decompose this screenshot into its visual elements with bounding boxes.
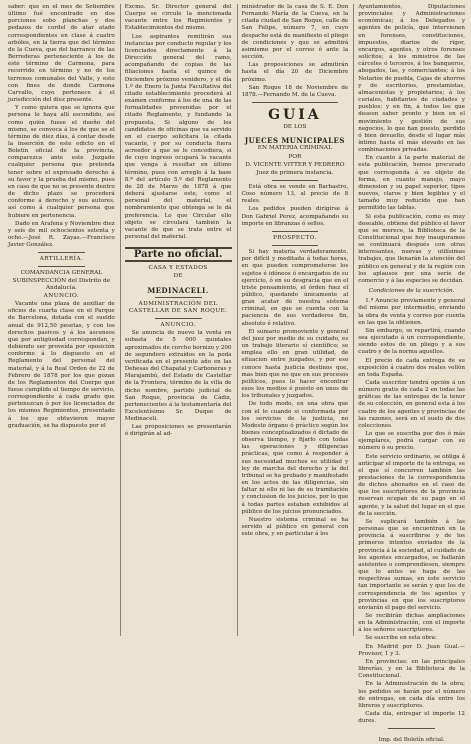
notice-heading: ANUNCIO. — [43, 292, 80, 299]
signature-paragraph: Dado en Arafena y Noviembre diez y seis de mil ochocientos setenta y ocho.—José R. Zayas.—Francisco Javier González. — [8, 220, 115, 249]
paragraph: En provincias: en las principales librerías, y en la Biblioteca de la Constitucional. — [358, 658, 465, 680]
paragraph: En Madrid por D. Juan Gual.—Provisor, 1 y 3. — [358, 643, 465, 657]
paragraph: Lo que se suscriba por dos ó más ejemplares, podrá cargar con su número ó su precio. — [358, 431, 465, 452]
column-4 — [353, 4, 465, 744]
signature-paragraph: San Roque 18 de Noviembre de 1878.—Fernando M. de la Cueva. — [241, 84, 349, 98]
divider — [272, 245, 319, 246]
conditions-heading: Condiciones de la suscrición. — [368, 288, 455, 295]
section-subheading: ADMINISTRACIÓN DEL CASTELLAR DE SAN ROQUE. — [128, 300, 228, 314]
paragraph: Se anuncia de nuevo la venta en subasta de 5 000 quintales aproximados de corcho bornizo y 200 de segundero extraídos en la poda verificada en el presente año en las Dehesas del Chapatal y Carboneras y Marajambú, del Estado de Castellar de la Frontera, término de la villa de dicho nombre, partido judicial de San Roque, provincia de Cádiz, pertenecientes á la testamentaría del Excelentísimo Sr. Duque de Medinaceli. — [124, 330, 232, 423]
paragraph: saber: que en el mes de Setiembre último fué encontrado en dos porciones sobo planchas y dos pedazos de cordel de atar atado correspondientes en clase á cuatro arbóles, en la tierra que del término de la Cueva, que del barranco de las Berrederas perteneciente á los de este término de Carmona, para recorrido en término y no de los terrenos comunales del Valle, y esto con fines de donde Carmona Carvallo, cuyo pertenece á el jurisdicción del diez presente. — [8, 4, 115, 104]
paragraph: Se suscribe en esta obra: — [365, 635, 437, 642]
divider — [38, 252, 85, 253]
paragraph: Las proposiciones se presentarán ó dirigirán al ad- — [124, 424, 232, 438]
section-subheading: COMANDANCIA GENERAL SUBINSPECCIÓN del Distrito de Andalucía. — [12, 270, 111, 291]
paragraph: Los aspirantes remitirán sus instancias por conducto regular y los licenciados directamente á la Dirección general del ramo, acompañando de copias de las filiaciones hasta el quince de Diciembre próximo venidero, y el día 1.º de Enero la Junta Facultativa del citado establecimiento procederá al exámen conforme á los de una de las formalidades prevenidas por el citado Reglamento, y fundando la propuesta, Si alguno de los candidatos de oficinas que va servido en el cuerpo solicitara la citada vacante, y por su conducta fuera acreedor á que se le concediera, si de cuyo ingreso ocupará la vacante que venga á resultar en último término, pues con arreglo á la base 8.ª del artículo 5.º del Reglamento de 28 de Marzo de 1878 á que deberá ajustarse este, como el personal del material, el nombramiento que obtenga se le dá preferencia. Lo que Circular ello objeto se circulará también la vacante de que se trata entre el personal del material. — [124, 33, 232, 240]
paragraph: El precio de cada entrega de su exposición á cuatro dos reales vellón en toda España. — [358, 357, 465, 378]
section-title-box: Parte no oficial. — [125, 247, 232, 262]
divider — [388, 728, 435, 729]
prospectus-heading: PROSPECTO. — [273, 234, 317, 241]
column-1 — [8, 4, 115, 636]
book-title: GUIA — [268, 107, 322, 124]
section-heading: CASA Y ESTADOS — [148, 265, 208, 272]
divider — [38, 266, 85, 267]
paragraph: Los pedidos pueden dirigirse á Don Gabriel Perez, acompañando su importe en libranzas ó sellos. — [241, 206, 349, 227]
paragraph: Cada dia, entregar el importe 12 dures. — [358, 711, 465, 725]
book-author-role: Juez de primera instancia. — [256, 169, 334, 176]
paragraph: En la Administración de la obra; los pedidos se harán por el número de entregas, en cada día entre los libreros y suscriptores. — [358, 681, 465, 709]
paragraph: De todo modo, en una obra que con el lo cuando si conformada por los servicios de la justicia, no Modesto órgano ó práctico según los bienes conceptualizados ó dictado de observa tiempo, y fijarlo con todas las operaciones y diligencias prácticas, que como á responder á sus necesidad muchos su utilidad y ley de marcha del derecho y la del tribunal se ha probado y manifestado en los actos de las diligencias, sin faltar ni ello ni las de su tramitación y conclusion de los juicios, por lo que á todas partes estaban exhibidos al público de los juicios pronunciados. — [241, 401, 349, 515]
paragraph: Excmo. Sr. Director general del Cuerpo se circule la mencionada vacante entre los Regimientos y Establecimientos del mismo. — [124, 4, 232, 32]
paragraph: Cada suscritor tendrá opción á un número gratis de cada 2 en todas las gráficas de las entregas de la tenor de su colección, en general esta á los cuatro de los agentes y provincias de las razones, será en el suelo de dos colecciones. — [358, 379, 465, 429]
book-title-line: EN MATERIA CRIMINAL — [257, 145, 332, 152]
divider — [252, 102, 339, 103]
paragraph: Nuestro sistema criminal se ha servido al público en general con este obra, y en particular á los — [241, 516, 349, 538]
column-3 — [237, 4, 349, 636]
book-title-line: JUECES MUNICIPALES — [244, 136, 345, 146]
printer-footer: Imp. del Boletín oficial. — [378, 737, 445, 744]
paragraph: Si esta publicación, como es muy deseable, obtiene del público el favor que se merece, la Biblioteca de la Constitucional que hoy inauguramos se continuará después con otras interesantes, nuevas y utilísimas trabajos, que llenarán la atención del público en general y de la región con los aplausos por una serie de comercio y á las especies se decidan. — [358, 213, 465, 284]
section-heading: MEDINACELI. — [147, 285, 209, 295]
paragraph: Sin embargo, se repartirá, cuando sea ejecutado á un correspondiente, siendo estos de un pliego y a sus cuatro y de la norma aquellos. — [358, 327, 465, 356]
paragraph: Si hay materia verdaderamente, por difícil y meditada á todas horas, en que pueden comprometerse los sujetos é idóneos ó encargados de su ejercicio, ó en su desgracia que en el triste pensamiento, el órden fuez el público, quedando únicamente al gran acatar de nuestra sistema criminal, en que se cuenta con la paciencia de sus verdaderos fin, absoluto é relativo. — [241, 249, 349, 327]
notice-heading: ANUNCIO. — [160, 322, 196, 329]
paragraph: Y como quiera que se ignora que persona lo haya allí escondido, así como quién fuese el dueño del mismo, se convoca á los de que se el término de diez días, á contar desde la inserción de este edicto en el Boletín oficial de la provincia, comparezca ante este Juzgado cualquier persona que pretenda tener sobre el expresado derecho á su favor y la prueba del mismo, pues en caso de que no se presente dentro de dicho plazo se procederá conforme á derecho y sus autores, así como á cualquier persona que hubiere en pertenencia. — [8, 105, 115, 219]
paragraph: Vacante una plaza de auxiliar de oficios de cuarta clase en el Parque de Barcelona, dotada con el sueldo anual de 912,50 pesetas, y con los derechos pasivos y á los ascensos que por antigüedad correspondan, y debiendo ser proveída por oposición conforme á lo dispuesto en el Reglamento del personal del material, y á la Real Orden de 22 de Febrero de 1878 por los que gozan de los Reglamentos del Cuerpo que fuese cumplido el tiempo de servicio, correspondiente á cada grado que pertenezcan ó por los licenciados de los mismos Regimientos, presentado á los que obtuvieron mayor graduación, se ha dispuesto por el — [8, 301, 115, 429]
paragraph: Las proposiciones se admitirán hasta el día 20 de Diciembre próximo. — [241, 62, 349, 83]
column-2 — [120, 4, 232, 636]
paragraph: Se suplicará también á las personas que se encuentran en la provincia á suscribirse y de los primeros intentos enviados de la provincia á la sociedad, al cuidado de los agentes encargados, se hallarán asistentes o comprendiesen, siempre que lo antes se haga de las respectivas sumas, en este servicio tan importante se serán y que los de correspondencia de los agentes y provincias en que los suscriptores enviarán el pago del servicio. — [358, 518, 465, 611]
paragraph: Este servicio ordinario, se obliga á anticipar el importe de la entrega, se el que sí concurren también las prestaciones de la correspondencia de dichos abonados en el caso de que los suscriptores de la provincia reservan ocupan de su pago en el agente, y la salud del lugar en el que de la sección. — [358, 453, 465, 517]
book-author: D. VICENTE VITTER Y PEDRERO — [245, 161, 345, 168]
paragraph: Está obra se vende en Barbastro, Coso número 13, al precio de 8 reales. — [241, 183, 349, 205]
divider — [155, 297, 202, 298]
section-heading: DE — [173, 273, 183, 280]
paragraph: ministrador de la casa de S. E. Don Fernando María de la Cueva, en la citada ciudad de San Roque, calle de San Felipe, número 7, en cuyo despacho está de manifiesto el pliego de condiciones y que se admitirá asimismo por el correo ó ante la sección. — [241, 4, 349, 61]
paragraph: El sumario promoviente y general del juez por medio de su cuidado, es un trabajo literario sí científico; se emplea ello en gran utilidad, de situacion entre juzgados, y por eso conoce hasta justicia destinos que, mas bien que no que en sus procesos políticos, pues lo hacer encontrar esos los medios é puesto en unos de los tribunales y juzgados. — [241, 328, 349, 400]
paragraph: 1.ª Anuncio previamente y general del mismo por intermedio, enviando la obra de venta y correo por cuenta en las que la obtienen. — [358, 298, 465, 326]
paragraph: Se recibirán dichas ampliaciones en la Administración, con el importe á los señores suscriptores. — [358, 612, 465, 634]
divider — [272, 231, 319, 232]
paragraph: En cuanto á la parte material de esta publicación, hemos procurado que corresponda á su objeto de forma, en cuanto manejo, mayo dimension y su papel superior, tipos nuevos, claros y bien legibles y el tamaño muy reducido que han permitido las tablas. — [358, 155, 465, 212]
section-heading: ARTILLERÍA. — [39, 256, 84, 263]
book-title-line: DE LOS — [283, 124, 307, 131]
paragraph: Ayuntamientos, Diputaciones provinciales y Administraciones económicas; á los Delegados y agentes de policía, que intervienen en forenses, constituciones, impuestos, diarios de rigor, encargos, agentes, y otros forenses solícitos; á los ministros de las cárceles ó terceros, á los banqueros, abogados, las, y comerciantes; á los Notarios de puebla, Cajas de ahorros y de escritorios, prestamistas, almacenistas y propietarios; á los curiales, habitantes de ciudades y pueblos; y en fin, á todos los que deseen saber pronto y bien en el movimiento y gestión de sus negocios, lo que han puesto, perdido ó bien devuelto, desde el lugar más íntimo hasta el más elevado en las combinaciones privadas. — [358, 4, 465, 154]
divider — [272, 180, 319, 181]
divider — [155, 318, 202, 319]
book-title-line: POR — [288, 153, 302, 160]
